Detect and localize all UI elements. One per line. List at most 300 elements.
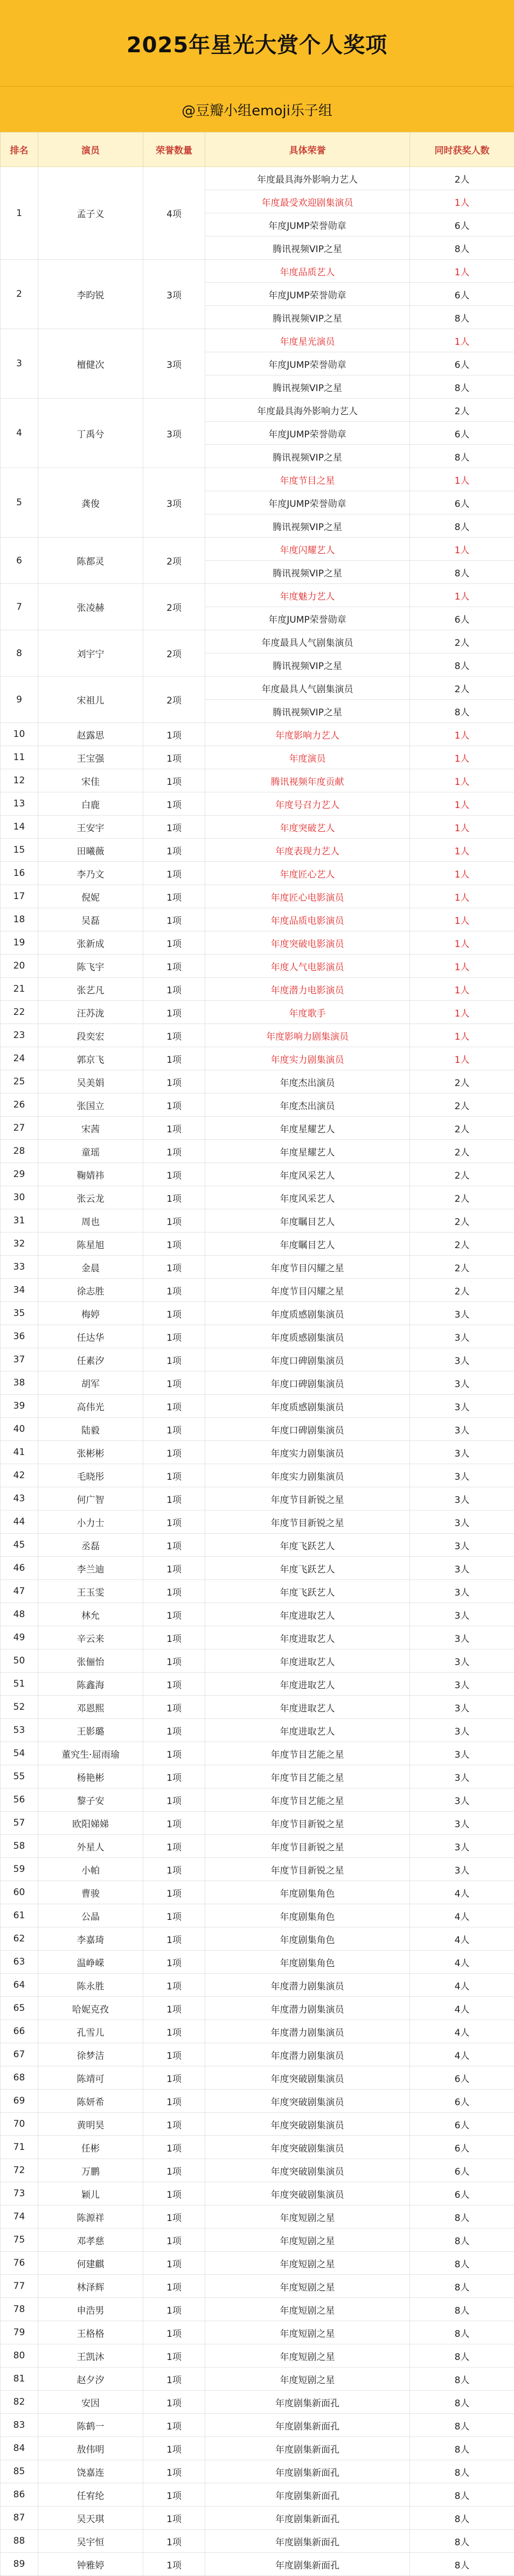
award-count-cell: 1项 [143,1510,205,1534]
rank-cell: 83 [1,2414,38,2437]
award-name-cell: 年度短剧之星 [205,2252,410,2275]
table-row [1,1881,514,1904]
winner-count-cell: 3人 [410,1719,514,1742]
award-name-cell: 年度剧集角色 [205,1927,410,1951]
winner-count-cell: 3人 [410,1788,514,1812]
award-count-cell: 1项 [143,1580,205,1603]
winner-count-cell: 4人 [410,2020,514,2043]
award-count-cell: 1项 [143,931,205,955]
rank-cell: 9 [1,677,38,723]
winner-count-cell: 1人 [410,584,514,607]
winner-count-cell: 3人 [410,1371,514,1395]
actor-cell: 万鹏 [38,2159,143,2182]
page-title: 2025年星光大赏个人奖项 [127,28,387,59]
rank-cell: 87 [1,2507,38,2530]
award-count-cell: 1项 [143,769,205,792]
rank-cell: 38 [1,1371,38,1395]
table-row [1,1719,514,1742]
winner-count-cell: 3人 [410,1418,514,1441]
winner-count-cell: 8人 [410,2507,514,2530]
winner-count-cell: 3人 [410,1835,514,1858]
award-count-cell: 1项 [143,2275,205,2298]
award-name-cell: 年度进取艺人 [205,1696,410,1719]
winner-count-cell: 8人 [410,375,514,399]
rank-cell: 55 [1,1765,38,1788]
award-name-cell: 年度JUMP荣誉勋章 [205,213,410,236]
award-name-cell: 年度星耀艺人 [205,1117,410,1140]
winner-count-cell: 6人 [410,352,514,375]
award-count-cell: 1项 [143,2391,205,2414]
award-count-cell: 1项 [143,1788,205,1812]
award-count-cell: 1项 [143,1209,205,1233]
award-name-cell: 年度最受欢迎剧集演员 [205,190,410,213]
winner-count-cell: 1人 [410,862,514,885]
table-row [1,931,514,955]
award-name-cell: 年度突破艺人 [205,816,410,839]
winner-count-cell: 8人 [410,2229,514,2252]
award-name-cell: 年度节目新锐之星 [205,1510,410,1534]
award-count-cell: 1项 [143,2020,205,2043]
award-name-cell: 年度潜力剧集演员 [205,2043,410,2066]
award-count-cell: 1项 [143,1233,205,1256]
rank-cell: 82 [1,2391,38,2414]
rank-cell: 37 [1,1348,38,1371]
rank-cell: 72 [1,2159,38,2182]
rank-cell: 17 [1,885,38,908]
rank-cell: 18 [1,908,38,931]
table-row [1,1070,514,1094]
actor-cell: 张彬彬 [38,1441,143,1464]
winner-count-cell: 2人 [410,167,514,190]
rank-cell: 23 [1,1024,38,1047]
actor-cell: 陈鑫海 [38,1673,143,1696]
actor-cell: 张艺凡 [38,978,143,1001]
rank-cell: 73 [1,2182,38,2205]
award-count-cell: 1项 [143,2205,205,2229]
rank-cell: 31 [1,1209,38,1233]
actor-cell: 刘宇宁 [38,630,143,677]
award-count-cell: 1项 [143,792,205,816]
winner-count-cell: 1人 [410,816,514,839]
award-name-cell: 年度杰出演员 [205,1094,410,1117]
rank-cell: 60 [1,1881,38,1904]
award-count-cell: 1项 [143,1024,205,1047]
award-name-cell: 年度JUMP荣誉勋章 [205,352,410,375]
winner-count-cell: 6人 [410,607,514,630]
winner-count-cell: 4人 [410,1881,514,1904]
award-count-cell: 1项 [143,1557,205,1580]
winner-count-cell: 8人 [410,2530,514,2553]
award-name-cell: 年度潜力剧集演员 [205,2020,410,2043]
award-count-cell: 1项 [143,2043,205,2066]
winner-count-cell: 3人 [410,1742,514,1765]
award-count-cell: 1项 [143,1626,205,1649]
actor-cell: 吴宇恒 [38,2530,143,2553]
award-name-cell: 年度风采艺人 [205,1186,410,1209]
winner-count-cell: 4人 [410,1974,514,1997]
winner-count-cell: 3人 [410,1487,514,1510]
winner-count-cell: 6人 [410,2182,514,2205]
winner-count-cell: 2人 [410,399,514,422]
rank-cell: 43 [1,1487,38,1510]
table-row [1,2136,514,2159]
award-name-cell: 年度号召力艺人 [205,792,410,816]
award-name-cell: 年度杰出演员 [205,1070,410,1094]
award-count-cell: 1项 [143,816,205,839]
award-name-cell: 年度短剧之星 [205,2298,410,2321]
award-count-cell: 1项 [143,1047,205,1070]
winner-count-cell: 8人 [410,700,514,723]
rank-cell: 16 [1,862,38,885]
rank-cell: 10 [1,723,38,746]
rank-cell: 28 [1,1140,38,1163]
actor-cell: 任达华 [38,1325,143,1348]
award-count-cell: 1项 [143,1997,205,2020]
table-row [1,1765,514,1788]
award-name-cell: 年度潜力电影演员 [205,978,410,1001]
winner-count-cell: 2人 [410,630,514,653]
award-count-cell: 1项 [143,1673,205,1696]
actor-cell: 申浩男 [38,2298,143,2321]
table-row [1,2414,514,2437]
rank-cell: 29 [1,1163,38,1186]
rank-cell: 33 [1,1256,38,1279]
award-count-cell: 1项 [143,1348,205,1371]
rank-cell: 3 [1,329,38,399]
winner-count-cell: 6人 [410,491,514,514]
award-name-cell: 年度突破剧集演员 [205,2113,410,2136]
table-row [1,1835,514,1858]
award-count-cell: 1项 [143,2159,205,2182]
actor-cell: 毛晓彤 [38,1464,143,1487]
rank-cell: 61 [1,1904,38,1927]
rank-cell: 42 [1,1464,38,1487]
actor-cell: 吴天琪 [38,2507,143,2530]
table-row [1,584,514,607]
award-count-cell: 1项 [143,1186,205,1209]
award-name-cell: 年度进取艺人 [205,1626,410,1649]
award-name-cell: 年度节目之星 [205,468,410,491]
winner-count-cell: 6人 [410,283,514,306]
table-row [1,2182,514,2205]
table-row [1,1186,514,1209]
table-row [1,2229,514,2252]
award-count-cell: 1项 [143,1719,205,1742]
award-name-cell: 年度质感剧集演员 [205,1325,410,1348]
rank-cell: 8 [1,630,38,677]
winner-count-cell: 8人 [410,2344,514,2368]
winner-count-cell: 6人 [410,2136,514,2159]
table-row [1,2460,514,2483]
actor-cell: 徐志胜 [38,1279,143,1302]
rank-cell: 71 [1,2136,38,2159]
actor-cell: 哈妮克孜 [38,1997,143,2020]
award-count-cell: 1项 [143,1325,205,1348]
actor-cell: 陈飞宇 [38,955,143,978]
award-count-cell: 1项 [143,2182,205,2205]
winner-count-cell: 3人 [410,1765,514,1788]
award-name-cell: 年度突破电影演员 [205,931,410,955]
rank-cell: 67 [1,2043,38,2066]
winner-count-cell: 6人 [410,422,514,445]
award-name-cell: 年度突破剧集演员 [205,2159,410,2182]
award-name-cell: 年度风采艺人 [205,1163,410,1186]
winner-count-cell: 8人 [410,2460,514,2483]
table-row [1,1348,514,1371]
award-name-cell: 年度匠心艺人 [205,862,410,885]
actor-cell: 周也 [38,1209,143,1233]
table-row [1,885,514,908]
award-count-cell: 1项 [143,2066,205,2090]
actor-cell: 王宝强 [38,746,143,769]
table-row [1,1024,514,1047]
actor-cell: 颖儿 [38,2182,143,2205]
rank-cell: 35 [1,1302,38,1325]
table-row [1,908,514,931]
winner-count-cell: 2人 [410,1140,514,1163]
winner-count-cell: 3人 [410,1696,514,1719]
award-name-cell: 年度质感剧集演员 [205,1395,410,1418]
winner-count-cell: 8人 [410,236,514,260]
award-count-cell: 1项 [143,2553,205,2576]
award-name-cell: 年度潜力剧集演员 [205,1974,410,1997]
actor-cell: 李兰迪 [38,1557,143,1580]
award-name-cell: 年度影响力艺人 [205,723,410,746]
column-header-winners: 同时获奖人数 [410,133,514,167]
table-row [1,1904,514,1927]
award-name-cell: 腾讯视频VIP之星 [205,306,410,329]
rank-cell: 68 [1,2066,38,2090]
winner-count-cell: 1人 [410,746,514,769]
winner-count-cell: 3人 [410,1673,514,1696]
winner-count-cell: 6人 [410,2090,514,2113]
table-row [1,1927,514,1951]
table-row [1,1233,514,1256]
rank-cell: 19 [1,931,38,955]
rank-cell: 63 [1,1951,38,1974]
winner-count-cell: 2人 [410,1279,514,1302]
award-count-cell: 1项 [143,1649,205,1673]
winner-count-cell: 1人 [410,978,514,1001]
winner-count-cell: 1人 [410,329,514,352]
award-name-cell: 年度短剧之星 [205,2321,410,2344]
table-row [1,329,514,352]
winner-count-cell: 1人 [410,792,514,816]
column-header-rank: 排名 [1,133,38,167]
award-name-cell: 年度口碑剧集演员 [205,1371,410,1395]
table-row [1,1441,514,1464]
award-name-cell: 年度节目新锐之星 [205,1835,410,1858]
award-count-cell: 1项 [143,2437,205,2460]
actor-cell: 倪妮 [38,885,143,908]
rank-cell: 85 [1,2460,38,2483]
rank-cell: 84 [1,2437,38,2460]
award-count-cell: 1项 [143,1001,205,1024]
awards-table [0,132,514,2576]
table-row [1,1256,514,1279]
winner-count-cell: 8人 [410,2321,514,2344]
award-count-cell: 1项 [143,1487,205,1510]
actor-cell: 陈星旭 [38,1233,143,1256]
winner-count-cell: 3人 [410,1534,514,1557]
award-count-cell: 1项 [143,2530,205,2553]
rank-cell: 89 [1,2553,38,2576]
award-count-cell: 1项 [143,1835,205,1858]
award-count-cell: 2项 [143,630,205,677]
rank-cell: 47 [1,1580,38,1603]
rank-cell: 80 [1,2344,38,2368]
table-row [1,1788,514,1812]
award-count-cell: 1项 [143,2113,205,2136]
table-header-row [1,133,514,167]
winner-count-cell: 8人 [410,561,514,584]
actor-cell: 杨艳彬 [38,1765,143,1788]
award-name-cell: 腾讯视频VIP之星 [205,445,410,468]
table-row [1,468,514,491]
award-count-cell: 1项 [143,1371,205,1395]
award-name-cell: 年度演员 [205,746,410,769]
actor-cell: 陈永胜 [38,1974,143,1997]
winner-count-cell: 1人 [410,931,514,955]
table-row [1,538,514,561]
award-name-cell: 年度节目艺能之星 [205,1788,410,1812]
table-row [1,1418,514,1441]
award-name-cell: 年度节目艺能之星 [205,1765,410,1788]
winner-count-cell: 1人 [410,538,514,561]
actor-cell: 徐梦洁 [38,2043,143,2066]
award-name-cell: 年度短剧之星 [205,2229,410,2252]
award-count-cell: 1项 [143,1418,205,1441]
actor-cell: 吴磊 [38,908,143,931]
award-count-cell: 2项 [143,584,205,630]
actor-cell: 陈鹤一 [38,2414,143,2437]
award-count-cell: 1项 [143,1441,205,1464]
award-count-cell: 1项 [143,1070,205,1094]
actor-cell: 张云龙 [38,1186,143,1209]
award-name-cell: 年度最具海外影响力艺人 [205,399,410,422]
award-count-cell: 1项 [143,746,205,769]
rank-cell: 12 [1,769,38,792]
actor-cell: 陈都灵 [38,538,143,584]
table-row [1,2553,514,2576]
table-row [1,1395,514,1418]
award-count-cell: 1项 [143,1256,205,1279]
table-row [1,2507,514,2530]
award-name-cell: 年度人气电影演员 [205,955,410,978]
award-count-cell: 1项 [143,1927,205,1951]
table-row [1,2066,514,2090]
actor-cell: 鞠婧祎 [38,1163,143,1186]
winner-count-cell: 4人 [410,2043,514,2066]
rank-cell: 54 [1,1742,38,1765]
actor-cell: 段奕宏 [38,1024,143,1047]
award-count-cell: 1项 [143,2483,205,2507]
rank-cell: 76 [1,2252,38,2275]
table-row [1,677,514,700]
actor-cell: 田曦薇 [38,839,143,862]
rank-cell: 24 [1,1047,38,1070]
winner-count-cell: 6人 [410,2113,514,2136]
actor-cell: 王影璐 [38,1719,143,1742]
rank-cell: 13 [1,792,38,816]
award-name-cell: 年度瞩目艺人 [205,1233,410,1256]
award-name-cell: 年度进取艺人 [205,1719,410,1742]
actor-cell: 李乃文 [38,862,143,885]
award-name-cell: 年度节目新锐之星 [205,1812,410,1835]
winner-count-cell: 3人 [410,1348,514,1371]
winner-count-cell: 8人 [410,2368,514,2391]
table-row [1,2391,514,2414]
award-name-cell: 腾讯视频VIP之星 [205,653,410,677]
actor-cell: 汪苏泷 [38,1001,143,1024]
award-count-cell: 1项 [143,2298,205,2321]
rank-cell: 77 [1,2275,38,2298]
award-name-cell: 年度影响力剧集演员 [205,1024,410,1047]
winner-count-cell: 2人 [410,1094,514,1117]
award-name-cell: 腾讯视频VIP之星 [205,514,410,538]
award-count-cell: 1项 [143,1603,205,1626]
winner-count-cell: 2人 [410,1186,514,1209]
actor-cell: 王安宇 [38,816,143,839]
award-name-cell: 年度短剧之星 [205,2275,410,2298]
rank-cell: 20 [1,955,38,978]
winner-count-cell: 2人 [410,1163,514,1186]
table-row [1,1742,514,1765]
actor-cell: 何广智 [38,1487,143,1510]
award-name-cell: 年度进取艺人 [205,1603,410,1626]
table-row [1,1487,514,1510]
table-row [1,399,514,422]
rank-cell: 7 [1,584,38,630]
rank-cell: 69 [1,2090,38,2113]
winner-count-cell: 1人 [410,1047,514,1070]
award-count-cell: 1项 [143,839,205,862]
award-name-cell: 年度质感剧集演员 [205,1302,410,1325]
winner-count-cell: 8人 [410,653,514,677]
winner-count-cell: 1人 [410,908,514,931]
winner-count-cell: 1人 [410,723,514,746]
actor-cell: 辛云来 [38,1626,143,1649]
table-row [1,816,514,839]
rank-cell: 74 [1,2205,38,2229]
table-row [1,2043,514,2066]
winner-count-cell: 8人 [410,2483,514,2507]
rank-cell: 49 [1,1626,38,1649]
award-name-cell: 年度短剧之星 [205,2368,410,2391]
award-count-cell: 1项 [143,2414,205,2437]
rank-cell: 44 [1,1510,38,1534]
rank-cell: 39 [1,1395,38,1418]
table-row [1,1510,514,1534]
winner-count-cell: 1人 [410,955,514,978]
award-name-cell: 年度JUMP荣誉勋章 [205,491,410,514]
actor-cell: 陈靖可 [38,2066,143,2090]
table-row [1,2530,514,2553]
award-count-cell: 1项 [143,1858,205,1881]
rank-cell: 15 [1,839,38,862]
award-count-cell: 1项 [143,1696,205,1719]
award-name-cell: 年度魅力艺人 [205,584,410,607]
award-count-cell: 1项 [143,955,205,978]
actor-cell: 小帕 [38,1858,143,1881]
rank-cell: 1 [1,167,38,260]
winner-count-cell: 2人 [410,677,514,700]
table-row [1,769,514,792]
winner-count-cell: 3人 [410,1603,514,1626]
winner-count-cell: 8人 [410,514,514,538]
award-name-cell: 年度瞩目艺人 [205,1209,410,1233]
table-row [1,2159,514,2182]
